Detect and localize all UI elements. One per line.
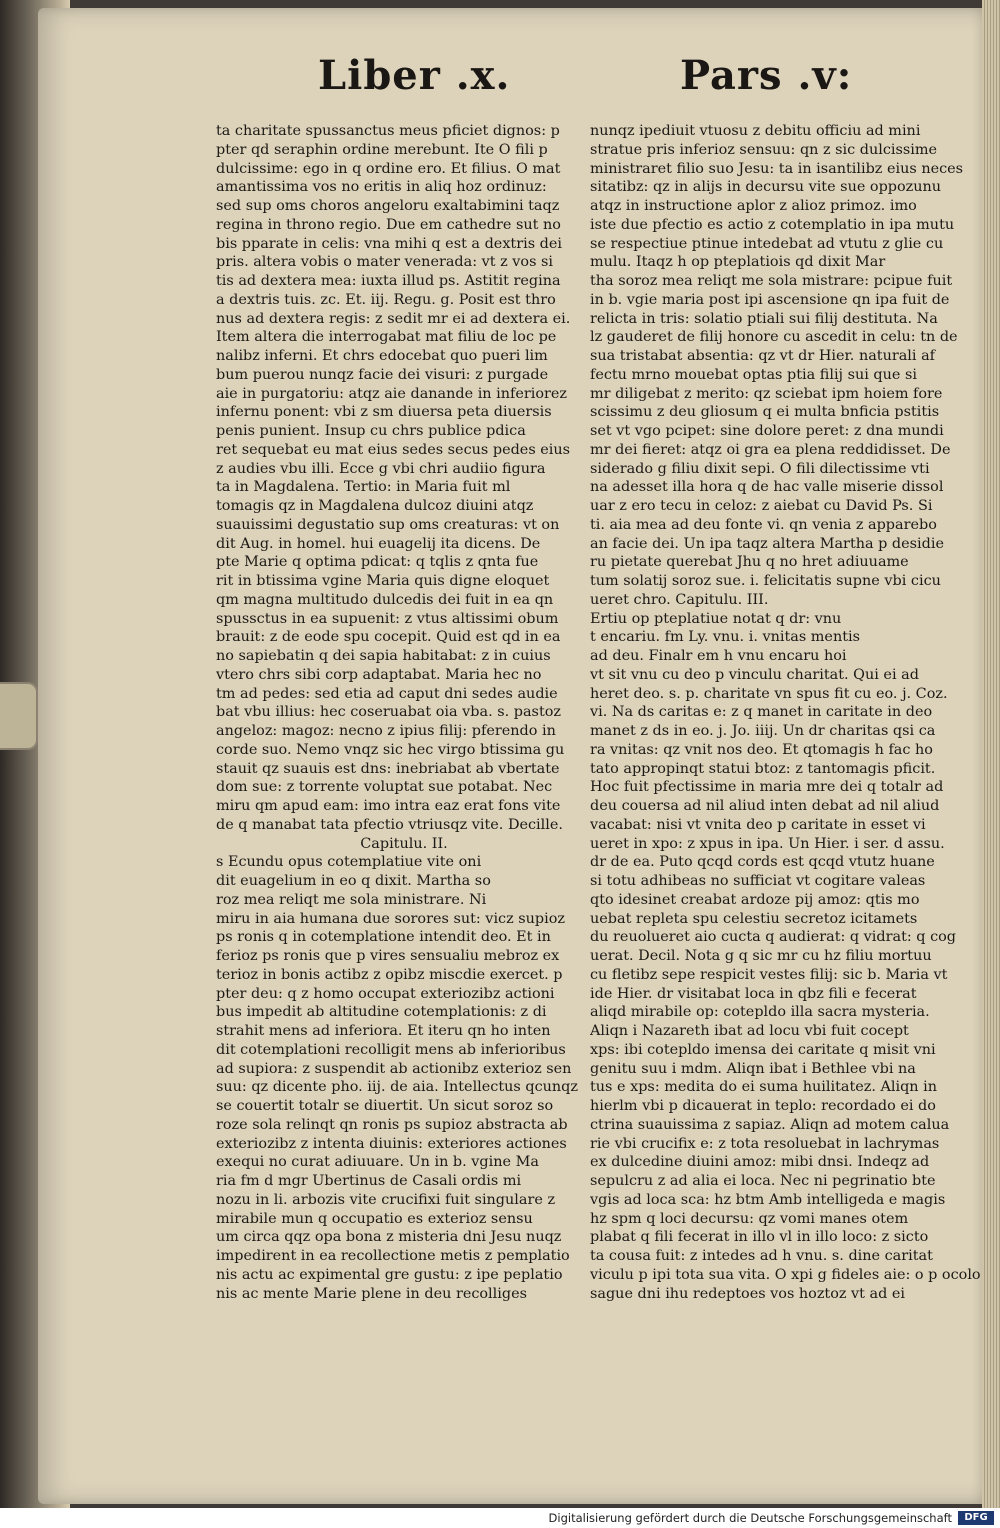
text-line: tomagis qz in Magdalena dulcoz diuini atqz [216, 498, 534, 514]
footer-credit-text: Digitalisierung gefördert durch die Deutsche Forschungsgemeinschaft [548, 1511, 952, 1525]
text-line: dom sue: z torrente voluptat sue potabat. Nec [216, 779, 553, 796]
text-line: suu: qz dicente pho. iij. de aia. Intellectus qcunqz [216, 1079, 578, 1096]
text-line: a dextris tuis. zc. Et. iij. Regu. g. Posit est thro [216, 291, 556, 308]
text-line: viculu p ipi tota sua vita. O xpi g fideles aie: o p ocolo [590, 1266, 981, 1283]
text-line: vtero chrs sibi corp adaptabat. Maria hec no [216, 666, 542, 683]
text-line: heret deo. s. p. charitate vn spus fit cu eo. j. Coz. [590, 685, 948, 702]
text-line: ide Hier. dr visitabat loca in qbz fili e fecerat [590, 985, 917, 1002]
text-line: tm ad pedes: sed etia ad caput dni sedes audie [216, 685, 558, 702]
text-line: brauit: z de eode spu cocepit. Quid est qd in ea [216, 629, 561, 646]
page-stack-edge [982, 0, 1000, 1508]
text-line: tus e xps: medita do ei suma huilitatez. Aliqn in [590, 1079, 938, 1096]
text-line: ta charitate spussanctus meus pficiet dignos: p [216, 123, 560, 139]
text-column-left [216, 122, 592, 1303]
text-line: amantissima vos no eritis in aliq hoz ordinuz: [216, 179, 547, 196]
text-line: ti. aia mea ad deu fonte vi. qn venia z apparebo [590, 516, 937, 533]
text-line: scissimu z deu gliosum q ei multa bnficia pstitis [590, 404, 940, 421]
text-line: relicta in tris: solatio ptiali sui filij destituta. Na [590, 310, 938, 327]
text-line: manet z ds in eo. j. Jo. iiij. Un dr charitas qsi ca [590, 723, 936, 739]
text-line: set vt vgo pcipet: sine dolore peret: z dna mundi [590, 423, 944, 439]
text-line: ru pietate querebat Jhu q no hret adiuuame [590, 554, 909, 571]
text-line: cu fletibz sepe respicit vestes filij: sic b. Maria vt [590, 966, 948, 983]
text-line: penis punient. Insup cu chrs publice pdica [216, 423, 526, 439]
text-line: se couertit totalr se diuertit. Un sicut soroz so [216, 1098, 554, 1114]
text-line: fectu mrno mouebat optas ptia filij sui que si [590, 366, 917, 383]
text-line: vacabat: nisi vt vnita deo p caritate in esset vi [590, 816, 926, 833]
text-line: qm magna multitudo dulcedis dei fuit in ea qn [216, 591, 554, 608]
text-line: bat vbu illius: hec coseruabat oia vba. s. pastoz [216, 704, 561, 721]
text-line: Capitulu. II. [360, 835, 448, 852]
text-line: ta in Magdalena. Tertio: in Maria fuit ml [216, 479, 511, 496]
text-line: de q manabat tata pfectio vtriusqz vite. Decille. [216, 816, 563, 833]
text-line: ctrina suauissima z sapiaz. Aliqn ad motem calua [590, 1116, 950, 1133]
text-line: dit cotemplationi recolligit mens ab inferioribus [216, 1041, 566, 1058]
text-line: s Ecundu opus cotemplatiue vite oni [216, 854, 482, 871]
text-line: ps ronis q in cotemplatione intendit deo. Et in [216, 929, 551, 946]
text-line: impedirent in ea recollectione metis z pemplatio [216, 1248, 570, 1264]
text-line: dr de ea. Puto qcqd cords est qcqd vtutz huane [590, 854, 935, 871]
text-line: Hoc fuit pfectissime in maria mre dei q totalr ad [590, 779, 944, 796]
text-line: roze sola relinqt qn ronis ps supioz abstracta ab [216, 1116, 568, 1133]
text-line: ferioz ps ronis que p vires sensualiu mebroz ex [216, 948, 560, 964]
text-line: nus ad dextera regis: z sedit mr ei ad dextera ei. [216, 310, 571, 327]
text-line: miru qm apud eam: imo intra eaz erat fons vite [216, 798, 561, 814]
text-line: Ertiu op pteplatiue notat q dr: vnu [590, 610, 842, 627]
text-line: atqz in instructione aplor z alioz primoz. imo [590, 198, 917, 214]
book-clasp [0, 682, 38, 750]
text-line: ueret in xpo: z xpus in ipa. Un Hier. i ser. d assu. [590, 835, 945, 852]
text-line: roz mea reliqt me sola ministrare. Ni [216, 891, 487, 908]
text-line: stratue pris inferioz sensuu: qn z sic dulcissime [590, 141, 938, 158]
text-line: ueret chro. Capitulu. III. [590, 591, 769, 608]
text-line: nunqz ipediuit vtuosu z debitu officiu ad mini [590, 123, 921, 139]
text-line: Aliqn i Nazareth ibat ad locu vbi fuit cocept [590, 1023, 909, 1039]
text-line: lz gauderet de filij honore cu ascedit in celu: tn de [590, 329, 958, 346]
text-line: pris. altera vobis o mater venerada: vt z vos si [216, 254, 554, 271]
text-line: uerat. Decil. Nota g q sic mr cu hz filiu mortuu [590, 948, 932, 964]
running-head-left: Liber .x. [318, 52, 511, 99]
text-line: mirabile mun q occupatio es exterioz sensu [216, 1210, 533, 1227]
text-line: exteriozibz z intenta diuinis: exteriores actiones [216, 1135, 567, 1152]
text-line: z audies vbu illi. Ecce g vbi chri audiio figura [216, 460, 546, 477]
text-line: sepulcru z ad alia ei loca. Nec ni pegrinatio bte [590, 1173, 936, 1189]
text-line: tum solatij soroz sue. i. felicitatis supne vbi cicu [590, 573, 941, 589]
text-line: nis actu ac expimental gre gustu: z ipe peplatio [216, 1266, 563, 1283]
text-line: dulcissime: ego in q ordine ero. Et filius. O mat [216, 160, 561, 177]
text-line: uar z ero tecu in celoz: z aiebat cu David Ps. Si [590, 498, 933, 514]
text-line: sitatibz: qz in alijs in decursu vite sue oppozunu [590, 179, 942, 196]
text-line: ria fm d mgr Ubertinus de Casali ordis mi [216, 1173, 522, 1189]
text-line: ad deu. Finalr em h vnu encaru hoi [590, 648, 847, 664]
digitization-footer [0, 1508, 1000, 1528]
text-line: du reuolueret aio cucta q audierat: q vidrat: q cog [590, 929, 957, 946]
text-line: ex dulcedine diuini amoz: mibi dnsi. Indeqz ad [590, 1154, 930, 1171]
text-line: dit Aug. in homel. hui euagelij ita dicens. De [216, 535, 541, 552]
text-line: nozu in li. arbozis vite crucifixi fuit singulare z [216, 1191, 556, 1208]
text-line: deu couersa ad nil aliud inten debat ad nil aliud [590, 798, 940, 814]
text-line: no sapiebatin q dei sapia habitabat: z in cuius [216, 648, 551, 664]
text-line: infernu ponent: vbi z sm diuersa peta diuersis [216, 404, 552, 421]
text-line: pte Marie q optima pdicat: q tqlis z qnta fue [216, 554, 539, 571]
text-line: hz spm q loci decursu: qz vomi manes otem [590, 1210, 909, 1227]
text-line: ta cousa fuit: z intedes ad h vnu. s. dine caritat [590, 1248, 933, 1264]
text-line: stauit qz suauis est dns: inebriabat ab vbertate [216, 760, 560, 777]
text-line: ad supiora: z suspendit ab actionibz exterioz sen [216, 1060, 572, 1077]
text-line: siderado g filiu dixit sepi. O fili dilectissime vti [590, 460, 930, 477]
text-line: ra vnitas: qz vnit nos deo. Et qtomagis h fac ho [590, 741, 933, 758]
text-line: nis ac mente Marie plene in deu recolliges [216, 1285, 527, 1302]
text-line: se respectiue ptinue intedebat ad vtutu z glie cu [590, 235, 944, 252]
text-line: sague dni ihu redeptoes vos hoztoz vt ad ei [590, 1285, 906, 1302]
text-line: tha soroz mea reliqt me sola mistrare: pcipue fuit [590, 273, 953, 289]
text-line: mr diligebat z merito: qz sciebat ipm hoiem fore [590, 385, 943, 402]
text-line: na adesset illa hora q de hac valle miserie dissol [590, 479, 944, 496]
text-line: dit euagelium in eo q dixit. Martha so [216, 873, 491, 889]
text-line: sed sup oms choros angeloru exaltabimini taqz [216, 198, 560, 214]
text-line: rit in btissima vgine Maria quis digne eloquet [216, 573, 550, 589]
text-line: an facie dei. Un ipa taqz altera Martha p desidie [590, 535, 944, 552]
text-line: ministraret filio suo Jesu: ta in isantilibz eius neces [590, 160, 964, 177]
text-line: in b. vgie maria post ipi ascensione qn ipa fuit de [590, 291, 950, 308]
text-line: aliqd mirabile op: cotepldo illa sacra mysteria. [590, 1004, 930, 1021]
text-line: ret sequebat eu mat eius sedes secus pedes eius [216, 441, 571, 458]
text-line: vt sit vnu cu deo p vinculu charitat. Qui ei ad [590, 666, 919, 683]
text-line: genitu suu i mdm. Aliqn ibat i Bethlee vbi na [590, 1060, 916, 1077]
running-head-right: Pars .v: [680, 52, 853, 99]
text-line: bus impedit ab altitudine cotemplationis: z di [216, 1004, 547, 1021]
text-line: terioz in bonis actibz z opibz miscdie exercet. p [216, 966, 563, 983]
text-line: rie vbi crucifix e: z tota resoluebat in lachrymas [590, 1135, 940, 1152]
text-line: si totu adhibeas no sufficiat vt cogitare valeas [590, 873, 926, 889]
text-line: hierlm vbi p dicauerat in teplo: recordado ei do [590, 1098, 936, 1114]
text-line: bum puerou nunqz facie dei visuri: z purgade [216, 366, 549, 383]
text-line: regina in throno regio. Due em cathedre sut no [216, 216, 561, 233]
text-line: suauissimi degustatio sup oms creaturas: vt on [216, 516, 560, 533]
text-line: mr dei fieret: atqz oi gra ea plena reddidisset. De [590, 441, 951, 458]
text-line: corde suo. Nemo vnqz sic hec virgo btissima gu [216, 741, 565, 758]
dfg-logo: DFG [958, 1511, 994, 1525]
text-line: miru in aia humana due sorores sut: vicz supioz [216, 910, 565, 927]
text-line: pter qd seraphin ordine merebunt. Ite O fili p [216, 141, 548, 158]
text-line: xps: ibi cotepldo imensa dei caritate q misit vni [590, 1041, 936, 1058]
text-line: Item altera die interrogabat mat filiu de loc pe [216, 329, 557, 346]
text-line: vi. Na ds caritas e: z q manet in caritate in deo [590, 704, 933, 721]
text-line: pter deu: q z homo occupat exteriozibz actioni [216, 985, 555, 1002]
text-line: uebat repleta spu celestiu secretoz icitamets [590, 910, 918, 927]
text-line: sua tristabat absentia: qz vt dr Hier. naturali af [590, 348, 935, 364]
text-line: angeloz: magoz: necno z ipius filij: pferendo in [216, 723, 556, 739]
text-line: aie in purgatoriu: atqz aie danande in inferiorez [216, 385, 567, 402]
text-line: exequi no curat adiuuare. Un in b. vgine Ma [216, 1154, 539, 1171]
text-line: um circa qqz opa bona z misteria dni Jesu nuqz [216, 1229, 562, 1246]
text-line: t encariu. fm Ly. vnu. i. vnitas mentis [590, 629, 860, 646]
text-line: spussctus in ea supuenit: z vtus altissimi obum [216, 610, 559, 627]
text-column-right [590, 122, 981, 1303]
text-line: tato appropinqt statui btoz: z tantomagis pficit. [590, 760, 936, 777]
text-line: bis pparate in celis: vna mihi q est a dextris dei [216, 235, 562, 252]
text-line: plabat q fili fecerat in illo vl in illo loco: z sicto [590, 1229, 929, 1246]
text-line: vgis ad loca sca: hz btm Amb intelligeda e magis [590, 1191, 946, 1208]
text-line: qto idesinet creabat ardoze pij amoz: qtis mo [590, 891, 920, 908]
text-line: strahit mens ad inferiora. Et iteru qn ho inten [216, 1023, 551, 1039]
text-line: tis ad dextera mea: iuxta illud ps. Astitit regina [216, 273, 561, 289]
text-line: iste due pfectio es actio z cotemplatio in ipa mutu [590, 216, 955, 233]
text-line: mulu. Itaqz h op pteplatiois qd dixit Mar [590, 254, 886, 271]
text-line: nalibz inferni. Et chrs edocebat quo pueri lim [216, 348, 548, 364]
